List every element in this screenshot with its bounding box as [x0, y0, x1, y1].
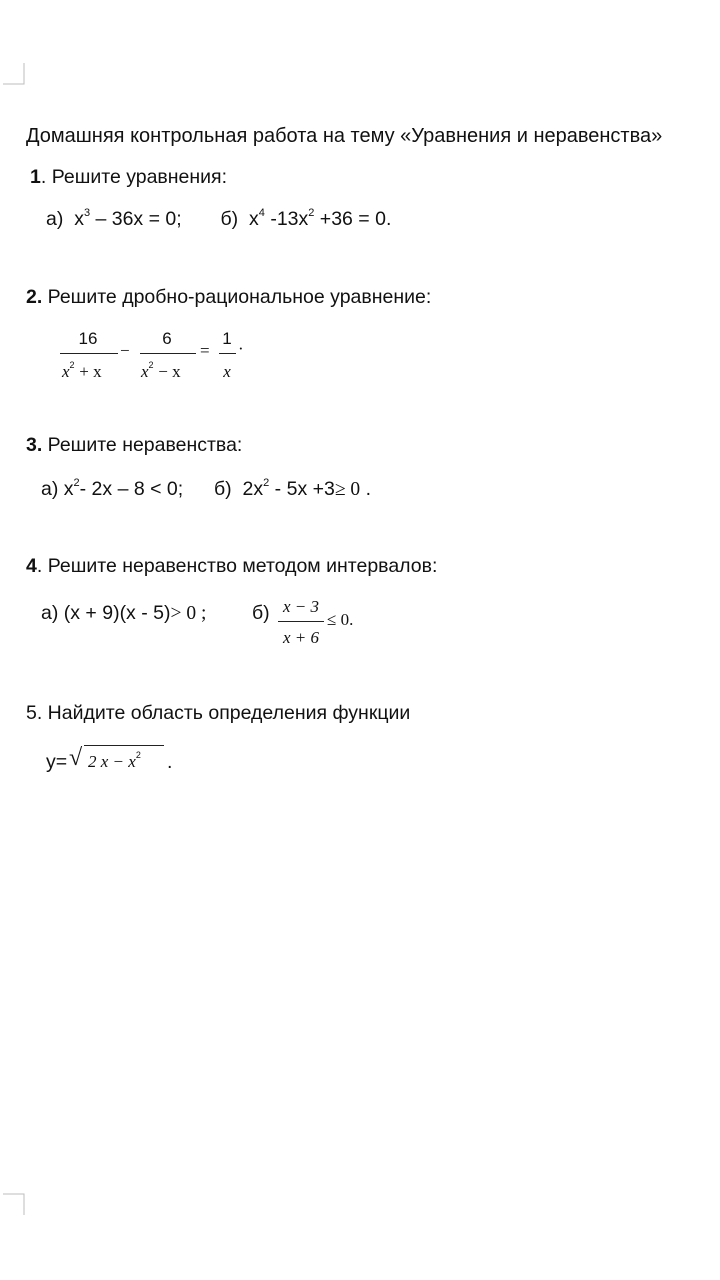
radicand: 2 $x - x^2$ — [88, 750, 141, 771]
item-a-label: а) — [41, 478, 59, 500]
fraction-1-numerator: 16 — [78, 329, 98, 348]
inequality-a-rhs: 0 ; — [181, 603, 207, 624]
function-prefix: y= — [46, 751, 68, 773]
function-end: . — [167, 751, 173, 773]
task-number: 1 — [30, 166, 41, 188]
top-corner-mark — [3, 63, 25, 85]
item-a-label: а) — [41, 602, 59, 624]
task-number: 4 — [26, 555, 37, 577]
task-3-heading — [26, 434, 242, 457]
radical-sign: √ — [69, 745, 83, 771]
task-text: . Решите уравнения: — [40, 166, 228, 188]
task-text: Решите неравенства: — [42, 434, 243, 456]
minus-sign: − — [120, 341, 130, 360]
bottom-corner-mark — [3, 1193, 25, 1215]
fraction-3-bar — [219, 353, 236, 354]
page-title: Домашняя контрольная работа на тему «Уравнения и неравенства» — [26, 125, 663, 147]
task-3-items — [41, 478, 371, 501]
fraction-3-denominator: x — [223, 362, 231, 381]
task-5-heading — [26, 702, 410, 725]
inequality-a-sign: > — [170, 603, 182, 624]
fraction-numerator: x − 3 — [282, 597, 320, 616]
equation-b: $x^4$ $-13x^2 +36 = 0$. — [249, 206, 392, 230]
task-1-heading — [30, 166, 227, 189]
inequality-b-sign: ≤ 0. — [327, 610, 354, 629]
fraction-3-numerator: 1 — [222, 329, 232, 348]
task-text: Найдите область определения функции — [42, 702, 411, 724]
inequality-b: $2x^2 - 5x +3\ge 0$ . — [242, 476, 372, 500]
item-a-label: а) — [46, 208, 64, 230]
task-text: . Решите неравенство методом интервалов: — [36, 555, 438, 577]
task-1-items — [46, 208, 391, 231]
inequality-a-expr: (x + 9)(x - 5) — [58, 602, 171, 624]
fraction-denominator: x + 6 — [282, 628, 320, 647]
task-2-heading — [26, 286, 431, 309]
item-b-label: б) — [220, 208, 239, 230]
fraction-2-denominator: $x^2 - x$ — [141, 360, 181, 381]
task-number: 2. — [26, 286, 43, 308]
equation-a: $x^3 - 36x = 0$; — [74, 206, 182, 230]
fraction-2-bar — [140, 353, 196, 354]
fraction-1-denominator: $x^2 + x$ — [62, 360, 102, 381]
item-b-label: б) — [214, 478, 232, 500]
radical-bar — [84, 745, 164, 746]
task-number: 3. — [26, 434, 43, 456]
end-dot: · — [238, 339, 244, 358]
item-b-label: б) — [252, 602, 270, 624]
task-4-item-a — [41, 602, 206, 625]
fraction-1-bar — [60, 353, 118, 354]
fraction-bar — [278, 621, 324, 622]
fraction-2-numerator: 6 — [162, 329, 172, 348]
task-text: Решите дробно-рациональное уравнение: — [42, 286, 432, 308]
equals-sign: = — [200, 341, 210, 360]
inequality-a: $x^2-$ 2x – 8 < 0; — [63, 476, 184, 500]
task-number: 5. — [26, 702, 43, 724]
task-4-heading — [26, 555, 437, 578]
